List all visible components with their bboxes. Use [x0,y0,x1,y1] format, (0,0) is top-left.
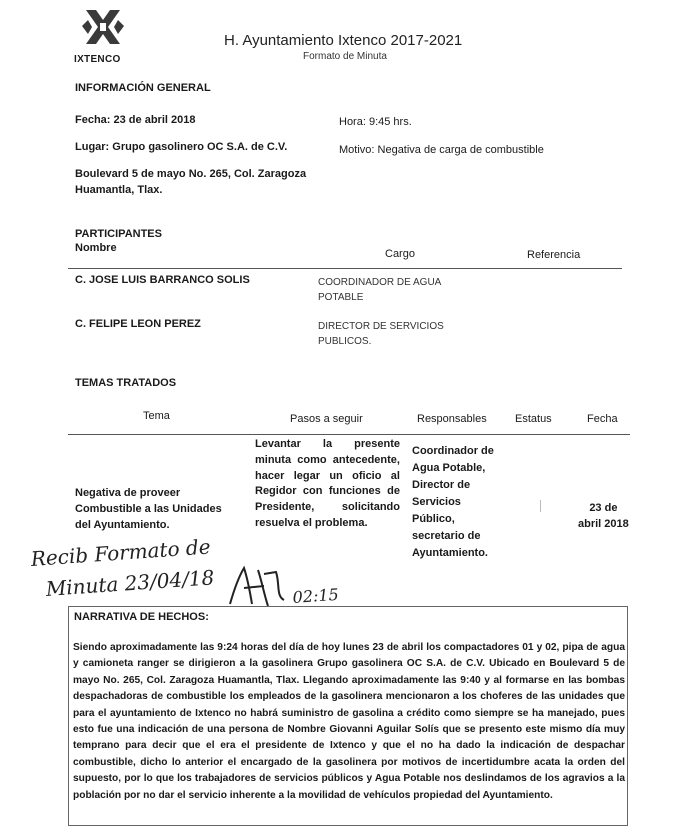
general-heading: INFORMACIÓN GENERAL [75,82,211,94]
fecha-line: 23 de [589,502,618,514]
pasos-cell: Levantar la presente minuta como antecedente, hacer legar un oficio al Regidor con funciones de Presidente, solicitando resuelva el problema. [255,438,400,529]
temas-divider [68,434,630,435]
lugar-field: Lugar: Grupo gasolinero OC S.A. de C.V. [75,141,288,153]
tema-line: Negativa de proveer [75,487,181,499]
fecha-field: Fecha: 23 de abril 2018 [75,114,196,126]
direccion-line-2: Huamantla, Tlax. [75,184,163,196]
col-estatus: Estatus [515,413,552,425]
col-pasos: Pasos a seguir [290,413,363,425]
col-fecha: Fecha [587,413,618,425]
fecha-line: abril 2018 [578,518,629,530]
cargo-line: DIRECTOR DE SERVICIOS [318,321,444,332]
handwritten-signature [224,560,294,610]
fecha-cell [578,500,629,532]
page-subtitle: Formato de Minuta [303,51,387,62]
col-tema: Tema [143,410,170,422]
temas-heading: TEMAS TRATADOS [75,377,177,389]
col-referencia: Referencia [527,249,581,261]
participante-cargo-1 [318,275,441,305]
narrativa-body: Siendo aproximadamente las 9:24 horas del día de hoy lunes 23 de abril los compactadores 01 y 02, pipa de agua y camioneta ranger se dirigieron a la gasolinera Grupo gasolinera OC S.A. de C.V. Ubicado en Boulevard 5 de mayo No. 265, Col. Zaragoza Huamantla, Tlax. Llegando aproximadamente las 9:40 y al formarse en las bombas despachadoras de combustible los empleados de la gasolinera mencionaron a los choferes de las unidades que para el ayuntamiento de Ixtenco no habrá suministro de gasolina a crédito como siempre se ha manejado, pues esto fue una indicación de una persona de Nombre Giovanni Aguilar Solís que se presento este mismo día muy temprano para decir que el era el presidente de Ixtenco y que el no ha dado la indicación de despachar combustible, dicho lo anterior el encargado de la gasolinera por motivos de incertidumbre acata la orden del supuesto, por lo que los trabajadores de servicios públicos y Agua Potable nos deslindamos de los agravios a la población por no dar el servicio inherente a la movilidad de vehículos propiedad del Ayuntamiento. [73,642,625,801]
direccion-line-1: Boulevard 5 de mayo No. 265, Col. Zaragoza [75,168,307,180]
handwritten-receipt-line-2: Minuta 23/04/18 [45,565,216,601]
col-responsables: Responsables [417,413,487,425]
estatus-mark [540,500,544,512]
participante-nombre-2: C. FELIPE LEON PEREZ [75,318,201,330]
logo-caption: IXTENCO [74,54,121,65]
col-nombre: Nombre [75,242,117,254]
participantes-heading: PARTICIPANTES [75,228,162,240]
handwritten-time: 02:15 [292,584,340,607]
narrativa-heading: NARRATIVA DE HECHOS: [74,611,209,623]
tema-line: Combustible a las Unidades [75,503,222,515]
motivo-field: Motivo: Negativa de carga de combustible [339,144,544,156]
tema-cell [75,485,222,533]
cargo-line: COORDINADOR DE AGUA [318,277,442,288]
cargo-line: PUBLICOS. [318,336,372,347]
participante-nombre-1: C. JOSE LUIS BARRANCO SOLIS [75,274,250,286]
handwritten-receipt-line-1: Recib Formato de [30,534,212,571]
page-title: H. Ayuntamiento Ixtenco 2017-2021 [224,32,463,49]
responsables-cell: Coordinador de Agua Potable, Director de Servicios Público, secretario de Ayuntamiento. [412,445,494,559]
participante-cargo-2 [318,319,444,349]
col-cargo: Cargo [385,248,415,260]
participantes-divider [68,268,622,269]
cargo-line: POTABLE [318,292,364,303]
hora-field: Hora: 9:45 hrs. [339,116,412,128]
tema-line: del Ayuntamiento. [75,519,170,531]
